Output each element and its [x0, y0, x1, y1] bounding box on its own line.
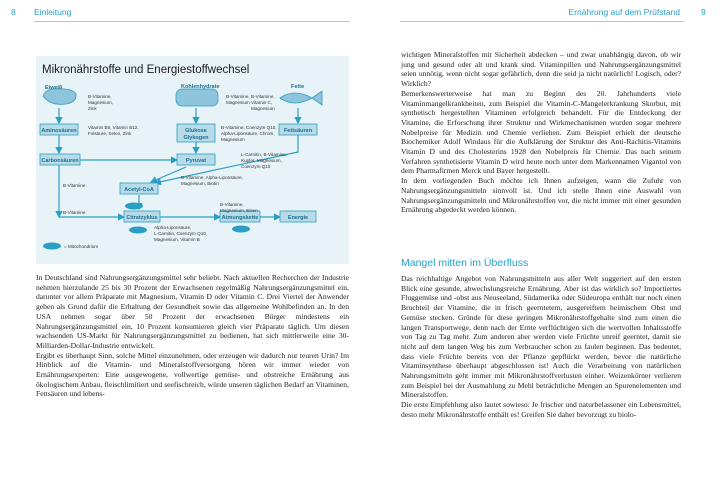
food-label-carbs: Kohlenhydrate — [181, 84, 220, 90]
node-carbonsaeuren: Carbonsäuren — [41, 158, 79, 164]
node-aminosaeuren: Aminosäuren — [41, 128, 77, 134]
note-fatty-acids: L-Carnitin, B-Vitamine, Kupfer, Magnesium, Coenzym Q10 — [241, 152, 288, 169]
note-pyruvat: B-Vitamine, Alpha-Liponsäure, Magnesium, Biotin — [181, 175, 243, 186]
right-body-text-top — [401, 50, 681, 215]
right-paragraph: Die erste Empfehlung also lautet sowieso: Je frischer und naturbelassener ein Lebensmittel, desto mehr Mikronährstoffe enthält es! Greifen Sie daher bevorzugt zu biolo- — [401, 400, 681, 419]
right-paragraph: Das reichhaltige Angebot von Nahrungsmitteln aus aller Welt suggeriert auf den ersten Blick eine gesunde, abwechslungsreiche Ernährung. Aber ist das wirklich so? Importiertes Fluggemüse und -obst aus Neuseeland, Südamerika oder Südeuropa enthält nur noch einen Bruchteil der Vitamine, die in frisch geerntetem, ausgereiftem heimischem Obst und Gemüse stecken. Gründe für diese geringen Mikronährstoffgehalte sind zum einen die langen Transportwege, denn nach der Ernte verflüchtigen sich die wertvollen Inhaltsstoffe von Tag zu Tag mehr. Zum anderen aber werden viele Früchte unreif geerntet, damit sie nicht auf dem langen Weg bis zum Verbraucher schon zu faulen beginnen. Das bedeutet, dass viele Früchte bereits von der Pflanze gepflückt werden, bevor die natürliche Vitaminsynthese überhaupt abgeschlossen ist! Auch die Verarbeitung von natürlichen Nahrungsmitteln geht immer mit Mikronährstoffverlusten einher. Weizenkörner verlieren zum Beispiel bei der Ausmahlung zu Mehl beträchtliche Mengen an Spurenelementen und Mineralstoffen. — [401, 274, 681, 400]
left-paragraph: Ergibt es überhaupt Sinn, solche Mittel einzunehmen, oder erzeugen wir dadurch nur teuren Urin? Im Hinblick auf die Vitamin- und Mineralstoffversorgung hören wir immer wieder von Ernährungsexperten: Eine ausgewogene, vollwertige gemüse- und obstreiche Ernährung aus ökologischem Anbau, fleischlimitiert und seefischreich, würde unseren täglichen Bedarf an Vitaminen, Fettsäuren und lebens- — [36, 350, 349, 399]
right-paragraph: wichtigen Mineralstoffen mit Sicherheit abdecken – und zwar unabhängig davon, ob wir jung und gesund oder alt und krank sind. Vitaminpillen und Nahrungsergänzungsmittel seien unnötig, wenn nicht sogar gefährlich, denn die seid ja nicht natürlich! Logisch, oder? Wirklich? — [401, 50, 681, 89]
left-header-rule — [34, 21, 350, 22]
legend-label: = Mitochondrium — [64, 244, 99, 249]
note-citrate-left: B-Vitamine — [63, 210, 86, 215]
steak-icon — [43, 89, 76, 104]
left-running-head: Einleitung — [34, 7, 72, 17]
fish-icon — [280, 91, 322, 105]
note-fats: B-Vitamine, Vitamin C, Magnesium — [251, 94, 275, 111]
node-energie: Energie — [287, 215, 309, 221]
right-body-text-bottom — [401, 274, 681, 420]
node-acetyl-coa: Acetyl-CoA — [124, 187, 154, 193]
right-header-rule — [400, 21, 684, 22]
metabolism-diagram — [36, 56, 349, 264]
food-label-protein: Eiweiß — [45, 85, 63, 91]
node-fettsaeuren: Fettsäuren — [283, 128, 313, 134]
section-heading: Mangel mitten im Überfluss — [401, 257, 529, 269]
right-running-head: Ernährung auf dem Prüfstand — [568, 7, 680, 17]
note-glucose: B-Vitamine, Coenzym Q10, Alpha-Liponsäure, Chrom, Magnesium — [221, 125, 277, 142]
left-body-text — [36, 273, 349, 399]
note-protein: B-Vitamine, Magnesium, Zink — [88, 94, 114, 111]
right-paragraph: In dem vorliegenden Buch möchte ich Ihnen aufzeigen, wann die Zufuhr von Nahrungsergänzungsmitteln sinnvoll ist. Und ich stelle Ihnen eine Auswahl von Nahrungsergänzungsmitteln und Mikronährstoffen vor, die nicht immer mit einer gesunden Ernährung abgedeckt werden können. — [401, 176, 681, 215]
right-paragraph: Bemerkenswerterweise hat man zu Beginn des 20. Jahrhunderts viele Vitaminmangelkrankheiten, zum Beispiel die Vitamin-C-Mangelerkrankung Skorbut, mit synthetisch hergestellten Vitaminen erfolgreich behandelt. Für die Entdeckung der Vitamine, die Erforschung ihrer Struktur und Wirkmechanismen wurden sogar mehrere Nobelpreise für Medizin und Chemie verliehen. Zum Beispiel erhielt der deutsche Biochemiker Adolf Windaus für die Aufklärung der Struktur des Anti-Rachitis-Vitamins Vitamin D und des Cholesterins 1928 den Nobelpreis für Chemie. Das nach seinem Verfahren synthetisierte Vitamin D wird heute noch unter dem Markennamen Vigantol von dem Pharmafirmen Merck und Bayer hergestellt. — [401, 88, 681, 176]
node-glykogen: Glykogen — [183, 135, 209, 141]
legend-mitochondrion-icon — [43, 243, 61, 250]
food-label-fats: Fette — [291, 84, 305, 90]
diagram-title: Mikronährstoffe und Energiestoffwechsel — [42, 64, 250, 76]
node-pyruvat: Pyruvat — [185, 158, 207, 164]
left-page-number: 8 — [11, 7, 16, 17]
note-carbon: B-Vitamine — [63, 183, 86, 188]
left-paragraph: In Deutschland sind Nahrungsergänzungsmittel sehr beliebt. Nach aktuellen Recherchen der Industrie nehmen hierzulande 25 bis 30 Prozent der Erwachsenen regelmäßig Nahrungsergänzungsmittel ein, darunter vor allem Präparate mit Magnesium, Vitamin D oder Vitamin C. Drei Viertel der Anwender geben als Grund dafür die Erhaltung der Gesundheit sowie das allgemeine Wohlbefinden an. In den USA nehmen sogar über 50 Prozent der erwachsenen Bürger mindestens ein Nahrungsergänzungsmittel ein, 10 Prozent konsumieren gleich vier Präparate täglich. Um diesen wachsenden US-Markt für Nahrungsergänzungsmittel zu bedienen, hat sich mittlerweile eine 30-Milliarden-Dollar-Industrie entwickelt. — [36, 273, 349, 350]
diagram-panel — [36, 56, 349, 264]
bread-icon — [176, 89, 218, 106]
note-atmung: B-Vitamine, Magnesium, Eisen — [220, 202, 258, 213]
right-page-number: 9 — [701, 7, 706, 17]
note-carbs: B-Vitamine, Magnesium — [226, 94, 250, 105]
node-glukose: Glukose — [185, 128, 207, 134]
node-citratzyklus: Citratzyklus — [126, 215, 158, 221]
node-atmungskette: Atmungskette — [221, 215, 259, 221]
note-amino: Vitamin B6, Vitamin B12, Folsäure, Selen, Zink — [88, 125, 139, 136]
note-citrate: Alpha-Liponsäure, L-Carnitin, Coenzym Q10, Magnesium, Vitamin B — [154, 225, 208, 242]
